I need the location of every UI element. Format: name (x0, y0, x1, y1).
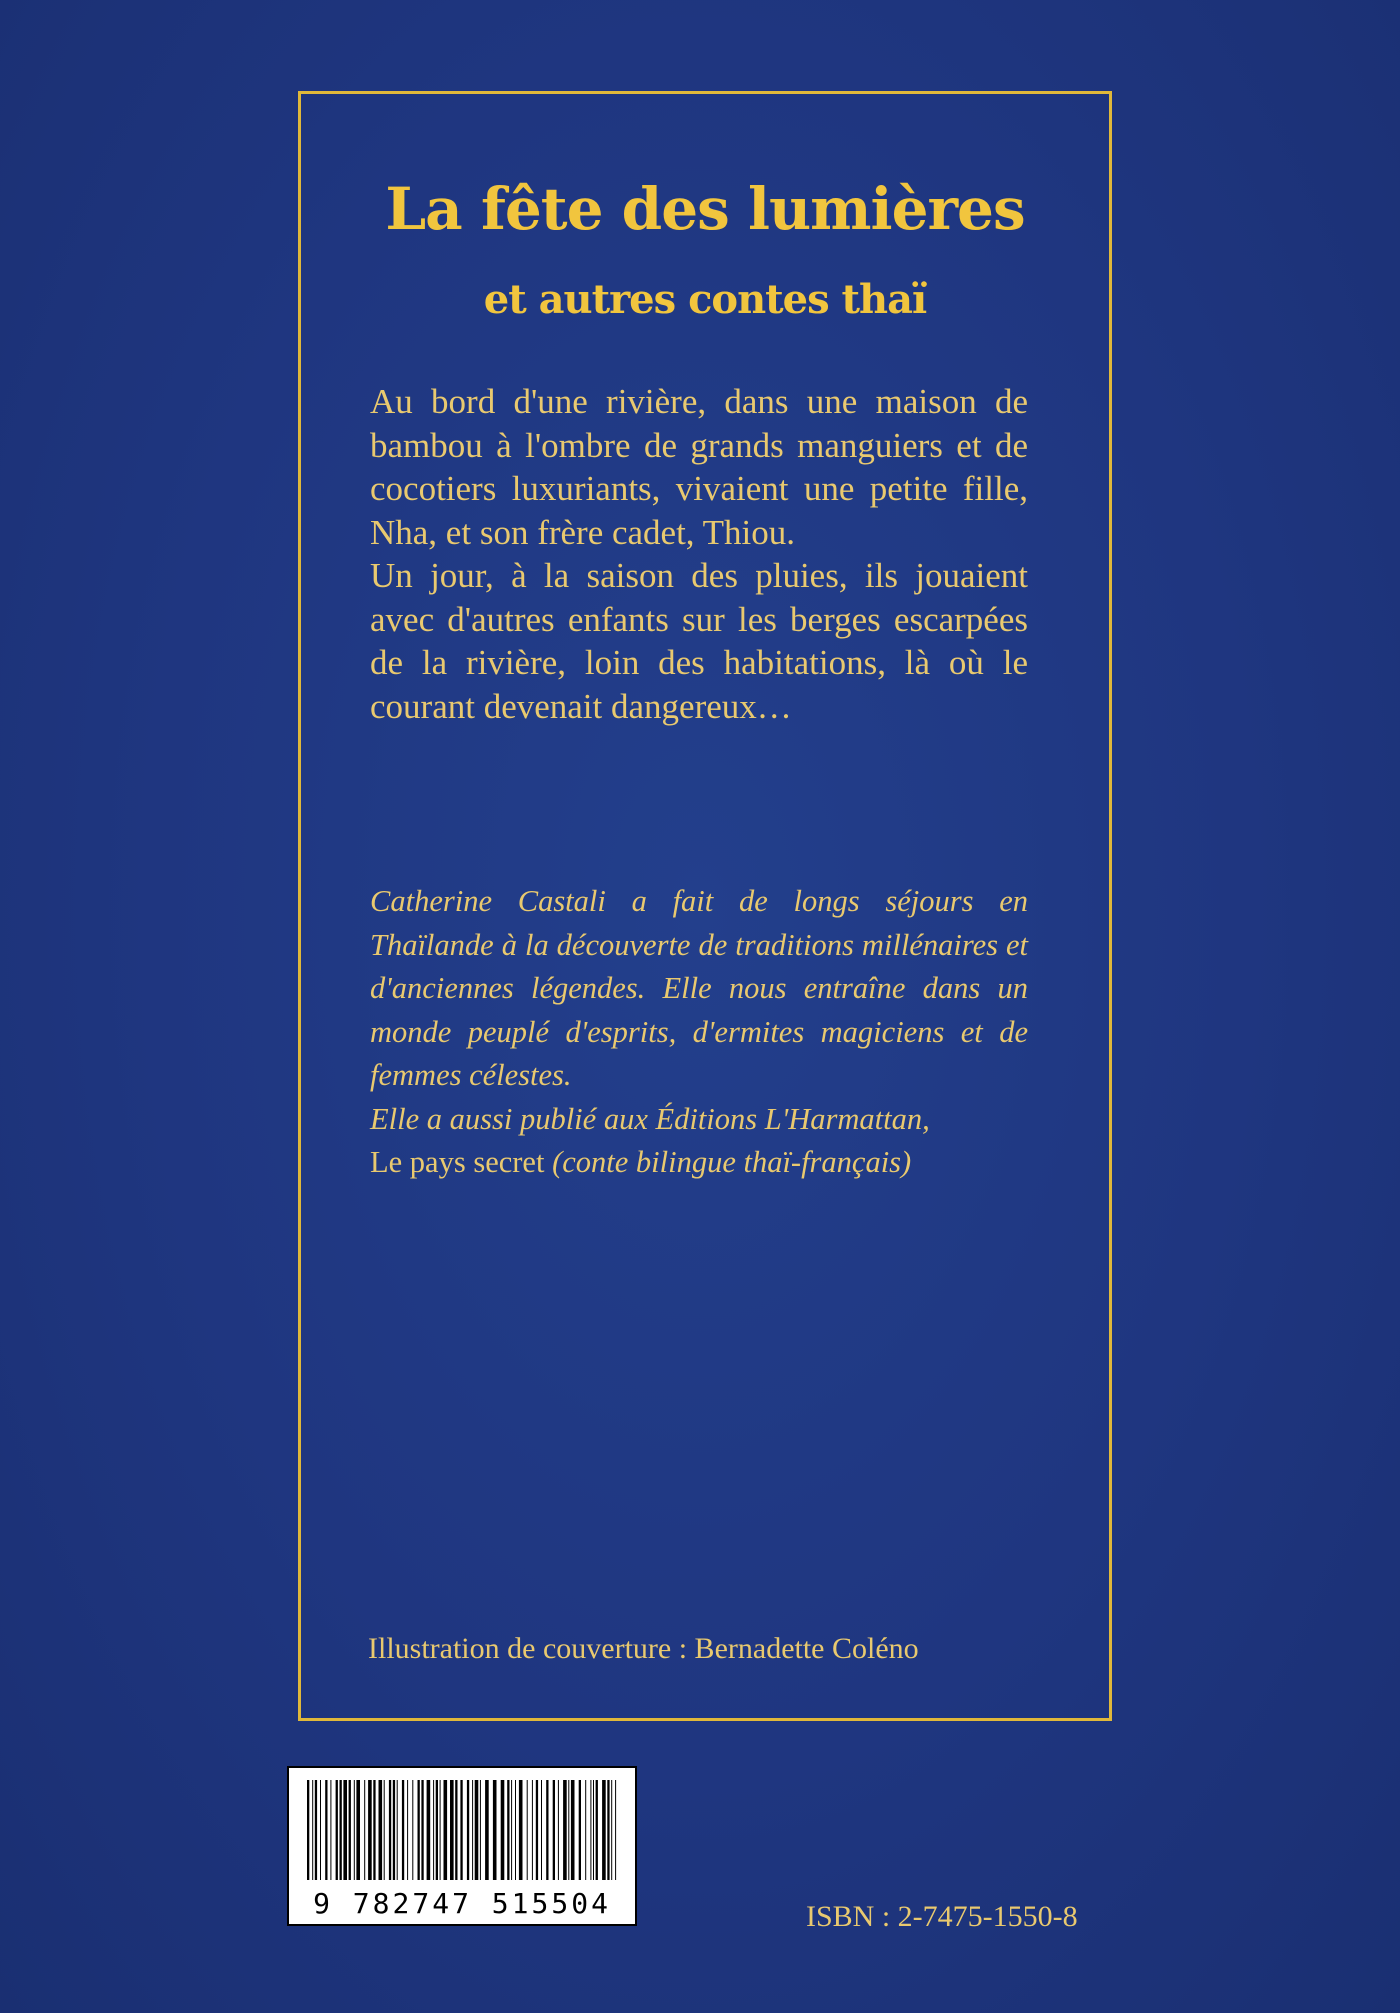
barcode-bar (340, 1780, 342, 1880)
barcode-bar (444, 1780, 448, 1880)
barcode-bar (389, 1780, 391, 1880)
blurb-paragraph: Un jour, à la saison des pluies, ils jouaient avec d'autres enfants sur les berges escarpées de la rivière, loin des habitations, là où le courant devenait dangereux… (370, 556, 1028, 726)
barcode-bar (485, 1780, 489, 1880)
barcode-bar (450, 1780, 454, 1880)
barcode-bar (312, 1780, 313, 1880)
barcode (287, 1766, 637, 1926)
barcode-bar (379, 1780, 383, 1880)
illustration-credit: Illustration de couverture : Bernadette Coléno (368, 1632, 919, 1665)
barcode-bar (515, 1780, 516, 1880)
author-bio-paragraph: Elle a aussi publié aux Éditions L'Harmattan, (370, 1101, 930, 1136)
barcode-bar (596, 1780, 598, 1880)
barcode-bar (421, 1780, 423, 1880)
barcode-bar (611, 1780, 612, 1880)
barcode-bar (397, 1780, 398, 1880)
barcode-bar (412, 1780, 413, 1880)
barcode-bar (336, 1780, 338, 1880)
barcode-bar (563, 1780, 567, 1880)
book-subtitle: et autres contes thaï (483, 276, 927, 323)
author-bio-paragraph: Catherine Castali a fait de longs séjours en Thaïlande à la découverte de traditions millénaires et d'anciennes légendes. Elle nous entraîne dans un monde peuplé d'esprits, d'ermites magiciens et de femmes célestes. (370, 884, 1028, 1092)
barcode-bar (436, 1780, 438, 1880)
barcode-bar (579, 1780, 581, 1880)
barcode-bar (356, 1780, 360, 1880)
barcode-bar (501, 1780, 505, 1880)
barcode-bar (590, 1780, 591, 1880)
barcode-bar (553, 1780, 555, 1880)
barcode-bar (373, 1780, 375, 1880)
barcode-bar (585, 1780, 586, 1880)
barcode-bar (440, 1780, 441, 1880)
barcode-bar (368, 1780, 372, 1880)
barcode-bar (460, 1780, 462, 1880)
blurb-paragraph: Au bord d'une rivière, dans une maison de bambou à l'ombre de grands manguiers et de cocotiers luxuriants, vivaient une petite fille, Nha, et son frère cadet, Thiou. (370, 382, 1028, 552)
other-book-title: Le pays secret (370, 1145, 545, 1179)
barcode-bar (475, 1780, 479, 1880)
barcode-bar (607, 1780, 609, 1880)
barcode-bar (427, 1780, 431, 1880)
barcode-bar (519, 1780, 523, 1880)
barcode-bar (467, 1780, 469, 1880)
barcode-bar (493, 1780, 497, 1880)
barcode-bar (418, 1780, 420, 1880)
barcode-bar (568, 1780, 569, 1880)
barcode-bar (343, 1780, 347, 1880)
barcode-bar (602, 1780, 606, 1880)
barcode-bar (472, 1780, 473, 1880)
barcode-bar (507, 1780, 509, 1880)
barcode-bar (541, 1780, 542, 1880)
barcode-bar (315, 1780, 317, 1880)
isbn: ISBN : 2-7475-1550-8 (806, 1900, 1078, 1933)
barcode-bar (330, 1780, 331, 1880)
barcode-bar (354, 1780, 355, 1880)
barcode-bar (593, 1780, 594, 1880)
barcode-bar (527, 1780, 528, 1880)
barcode-bar (349, 1780, 351, 1880)
barcode-bars (307, 1780, 621, 1880)
barcode-bar (384, 1780, 385, 1880)
author-bio (370, 880, 1028, 1185)
other-book-note: (conte bilingue thaï-français) (552, 1145, 912, 1179)
story-blurb (370, 380, 1028, 728)
barcode-bar (364, 1780, 365, 1880)
barcode-bar (615, 1780, 616, 1880)
barcode-bar (320, 1780, 321, 1880)
barcode-bar (532, 1780, 533, 1880)
barcode-bar (407, 1780, 408, 1880)
barcode-bar (558, 1780, 559, 1880)
barcode-bar (536, 1780, 538, 1880)
barcode-bar (546, 1780, 548, 1880)
barcode-bar (307, 1780, 309, 1880)
book-title: La fête des lumières (385, 175, 1025, 243)
barcode-bar (325, 1780, 327, 1880)
other-book-line (370, 1141, 1028, 1185)
barcode-number: 9 782747 515504 (313, 1887, 611, 1920)
barcode-bar (455, 1780, 457, 1880)
barcode-bar (393, 1780, 395, 1880)
barcode-bar (402, 1780, 404, 1880)
barcode-bar (433, 1780, 434, 1880)
barcode-bar (571, 1780, 575, 1880)
barcode-bar (480, 1780, 481, 1880)
barcode-bar (511, 1780, 512, 1880)
